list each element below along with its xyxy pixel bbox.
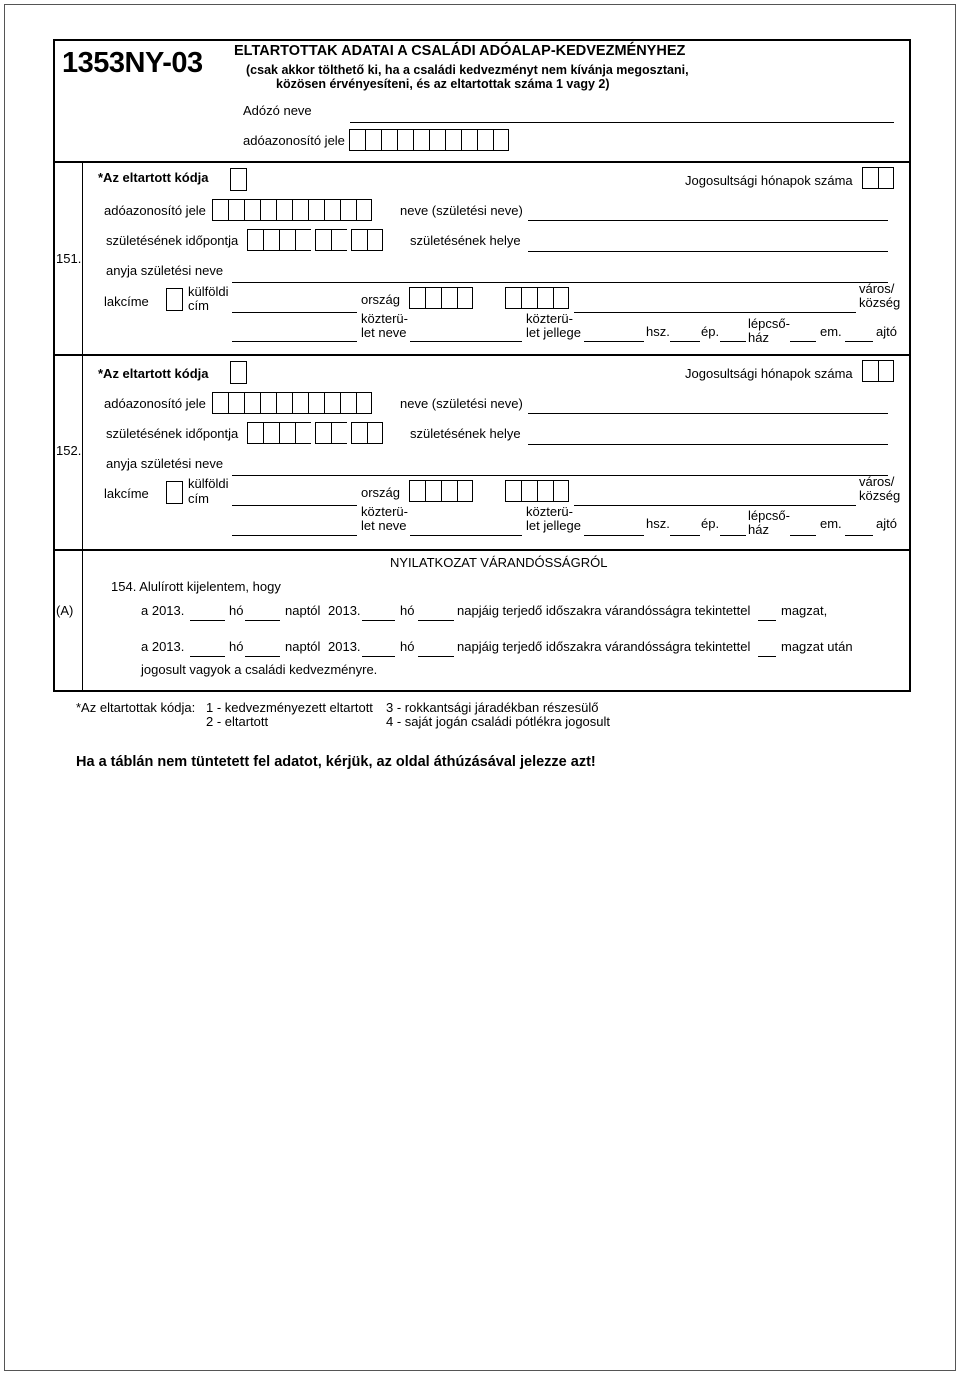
birth-date-label: születésének időpontja <box>106 233 239 248</box>
foreign-label: külföldi <box>188 284 229 299</box>
floor-label: em. <box>820 516 842 531</box>
street-name-label-2: let neve <box>361 518 407 533</box>
dependent-code-box[interactable] <box>230 361 247 384</box>
months-eligible-box[interactable] <box>862 360 894 382</box>
floor-field[interactable] <box>845 535 873 536</box>
decl-line2-ho: hó <box>229 639 244 654</box>
decl-line2-ho2: hó <box>400 639 415 654</box>
stairway-label-1: lépcső- <box>748 316 790 331</box>
postal-code-field[interactable] <box>409 287 473 309</box>
country-label: ország <box>361 485 401 500</box>
city-field[interactable] <box>574 312 856 313</box>
street-type-label-1: közterü- <box>526 311 573 326</box>
country-label: ország <box>361 292 401 307</box>
address-label: lakcíme <box>104 486 149 501</box>
footnote-code-3: 3 - rokkantsági járadékban részesülő <box>386 700 599 715</box>
name-label: neve (születési neve) <box>400 203 523 218</box>
footnote-label: *Az eltartottak kódja: <box>76 700 196 715</box>
birth-date-field[interactable] <box>247 229 383 251</box>
floor-field[interactable] <box>845 341 873 342</box>
street-name-label-1: közterü- <box>361 311 408 326</box>
floor-label: em. <box>820 324 842 339</box>
decl-line2-day-1[interactable] <box>245 656 280 657</box>
dependent-code-label: *Az eltartott kódja <box>98 366 209 381</box>
street-type-label-1: közterü- <box>526 504 573 519</box>
building-field[interactable] <box>720 535 746 536</box>
street-type-field[interactable] <box>584 535 644 536</box>
decl-line1-year2: 2013. <box>328 603 361 618</box>
decl-line2-day-2[interactable] <box>418 656 454 657</box>
stairway-label-2: ház <box>748 522 769 537</box>
row-number-152: 152. <box>56 443 82 458</box>
tax-id-label: adóazonosító jele <box>104 396 206 411</box>
birth-place-label: születésének helye <box>410 233 521 248</box>
mother-name-label: anyja születési neve <box>106 263 224 278</box>
row-number-151: 151. <box>56 251 82 266</box>
name-field[interactable] <box>528 220 888 221</box>
footnote-code-4: 4 - saját jogán családi pótlékra jogosult <box>386 714 611 729</box>
postal-code-field[interactable] <box>409 480 473 502</box>
foreign-address-field[interactable] <box>232 341 357 342</box>
declaration-title: NYILATKOZAT VÁRANDÓSSÁGRÓL <box>390 555 608 570</box>
mother-name-field[interactable] <box>232 282 888 283</box>
name-field[interactable] <box>528 413 888 414</box>
building-label: ép. <box>701 516 720 531</box>
decl-line1-day-2[interactable] <box>418 620 454 621</box>
taxpayer-name-label: Adózó neve <box>243 103 312 118</box>
decl-line2-year: a 2013. <box>141 639 185 654</box>
building-label: ép. <box>701 324 720 339</box>
decl-line1-month-2[interactable] <box>362 620 395 621</box>
dependent-code-box[interactable] <box>230 168 247 191</box>
months-eligible-box[interactable] <box>862 167 894 189</box>
taxpayer-id-label: adóazonosító jele <box>243 133 345 148</box>
decl-line1-ho2: hó <box>400 603 415 618</box>
decl-line1-day-1[interactable] <box>245 620 280 621</box>
taxpayer-id-field[interactable] <box>349 129 509 151</box>
birth-date-field[interactable] <box>247 422 383 444</box>
street-name-field[interactable] <box>410 535 522 536</box>
decl-line2-end: magzat után <box>781 639 853 654</box>
decl-line1-month-1[interactable] <box>190 620 225 621</box>
foreign-address-field[interactable] <box>232 535 357 536</box>
stairway-field[interactable] <box>790 535 816 536</box>
decl-line1-naptol: naptól <box>285 603 321 618</box>
tax-id-label: adóazonosító jele <box>104 203 206 218</box>
decl-line2-naptol: naptól <box>285 639 321 654</box>
decl-line2-count[interactable] <box>758 656 776 657</box>
decl-line2-month-2[interactable] <box>362 656 395 657</box>
stairway-label-1: lépcső- <box>748 508 790 523</box>
country-field[interactable] <box>232 505 357 506</box>
decl-line2-year2: 2013. <box>328 639 361 654</box>
form-subtitle-1: (csak akkor tölthető ki, ha a családi kedvezményt nem kívánja megosztani, <box>246 63 689 77</box>
stairway-field[interactable] <box>790 341 816 342</box>
decl-line1-count[interactable] <box>758 620 776 621</box>
door-label: ajtó <box>876 324 897 339</box>
birth-date-label: születésének időpontja <box>106 426 239 441</box>
street-name-label-2: let neve <box>361 325 407 340</box>
decl-line1-text: napjáig terjedő időszakra várandósságra tekintettel <box>457 603 751 618</box>
name-label: neve (születési neve) <box>400 396 523 411</box>
street-name-label-1: közterü- <box>361 504 408 519</box>
city-field[interactable] <box>574 505 856 506</box>
village-label: község <box>859 488 901 503</box>
instruction-text: Ha a táblán nem tüntetett fel adatot, kérjük, az oldal áthúzásával jelezze azt! <box>76 754 596 770</box>
decl-line1-year: a 2013. <box>141 603 185 618</box>
city-label: város/ <box>859 281 895 296</box>
months-eligible-label: Jogosultsági hónapok száma <box>685 173 853 188</box>
form-code: 1353NY-03 <box>62 47 203 79</box>
street-type-label-2: let jellege <box>526 518 581 533</box>
foreign-cim-label: cím <box>188 298 209 313</box>
form-subtitle-2: közösen érvényesíteni, és az eltartottak száma 1 vagy 2) <box>276 77 610 91</box>
foreign-address-checkbox[interactable] <box>166 288 183 311</box>
house-number-field[interactable] <box>670 341 700 342</box>
tax-id-field[interactable] <box>212 392 372 414</box>
months-eligible-label: Jogosultsági hónapok száma <box>685 366 853 381</box>
stairway-label-2: ház <box>748 330 769 345</box>
decl-line1-end: magzat, <box>781 603 828 618</box>
dependent-code-label: *Az eltartott kódja <box>98 170 209 185</box>
building-field[interactable] <box>720 341 746 342</box>
declaration-marker: (A) <box>56 603 74 618</box>
decl-line2-month-1[interactable] <box>190 656 225 657</box>
mother-name-label: anyja születési neve <box>106 456 224 471</box>
country-field[interactable] <box>232 312 357 313</box>
village-label: község <box>859 295 901 310</box>
footnote-code-1: 1 - kedvezményezett eltartott <box>206 700 373 715</box>
foreign-address-checkbox[interactable] <box>166 481 183 504</box>
declaration-row-number: 154. Alulírott kijelentem, hogy <box>111 579 281 594</box>
birth-place-label: születésének helye <box>410 426 521 441</box>
form-title: ELTARTOTTAK ADATAI A CSALÁDI ADÓALAP-KEDVEZMÉNYHEZ <box>234 43 686 59</box>
house-number-field[interactable] <box>670 535 700 536</box>
address-label: lakcíme <box>104 294 149 309</box>
house-number-label: hsz. <box>646 516 670 531</box>
foreign-label: külföldi <box>188 476 229 491</box>
foreign-cim-label: cím <box>188 491 209 506</box>
street-type-label-2: let jellege <box>526 325 581 340</box>
street-name-field[interactable] <box>410 341 522 342</box>
birth-place-field[interactable] <box>528 444 888 445</box>
decl-line2-text: napjáig terjedő időszakra várandósságra tekintettel <box>457 639 751 654</box>
postal-code-field-2[interactable] <box>505 480 569 502</box>
tax-id-field[interactable] <box>212 199 372 221</box>
taxpayer-name-field[interactable] <box>350 122 894 123</box>
decl-line1-ho: hó <box>229 603 244 618</box>
birth-place-field[interactable] <box>528 251 888 252</box>
city-label: város/ <box>859 474 895 489</box>
street-type-field[interactable] <box>584 341 644 342</box>
declaration-divider <box>82 549 83 692</box>
house-number-label: hsz. <box>646 324 670 339</box>
declaration-closing: jogosult vagyok a családi kedvezményre. <box>141 662 378 677</box>
door-label: ajtó <box>876 516 897 531</box>
postal-code-field-2[interactable] <box>505 287 569 309</box>
footnote-code-2: 2 - eltartott <box>206 714 269 729</box>
mother-name-field[interactable] <box>232 475 888 476</box>
